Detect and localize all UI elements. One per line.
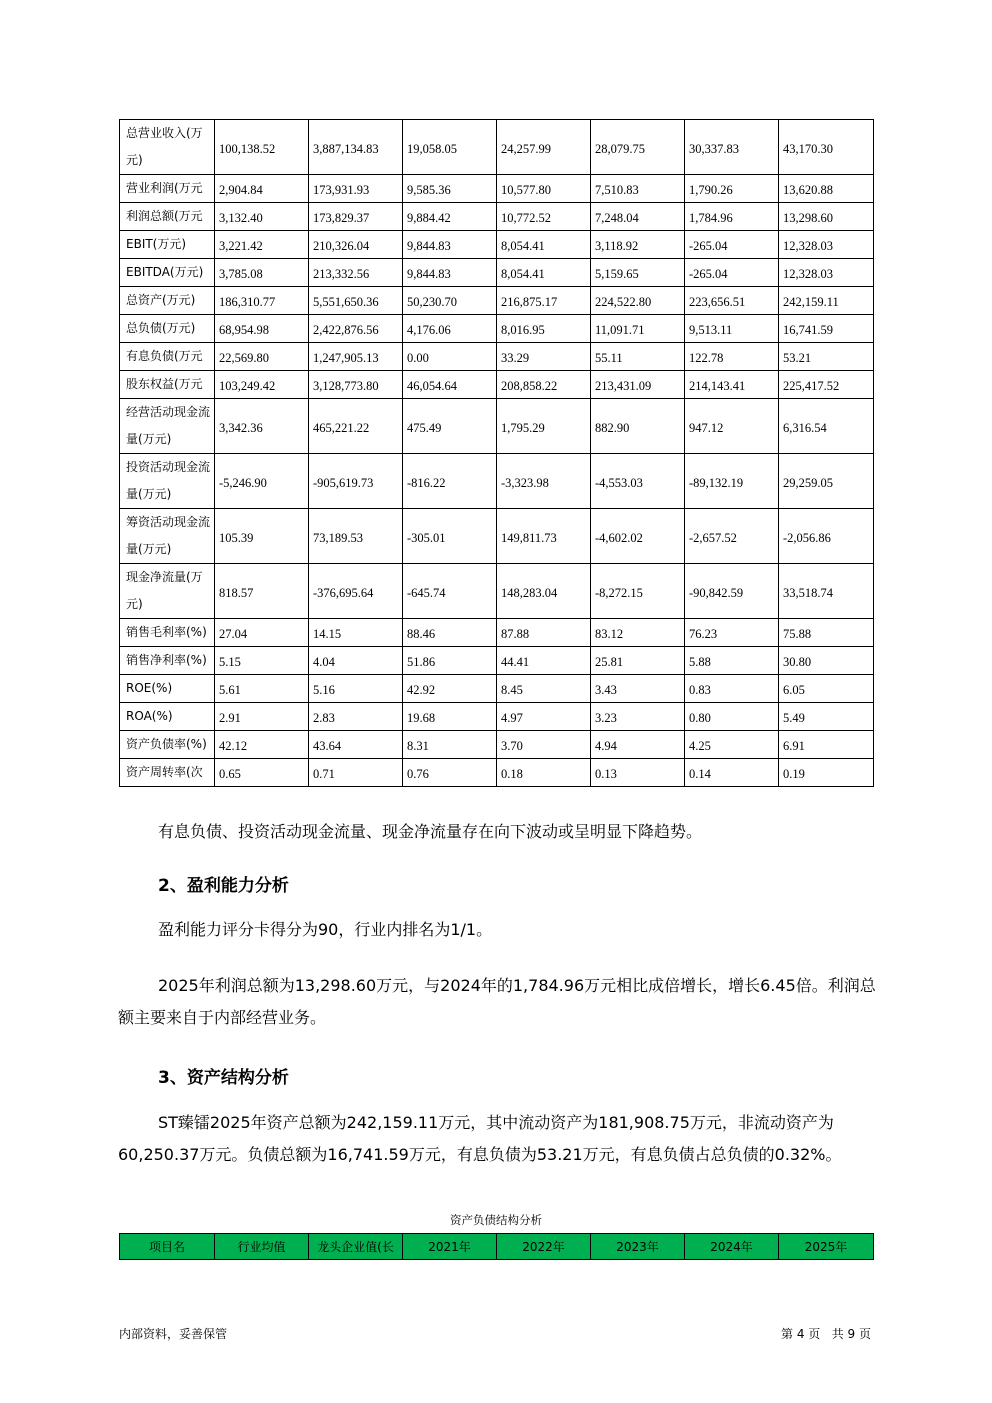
table-row bbox=[120, 731, 874, 759]
table-cell: 224,522.80 bbox=[591, 287, 685, 315]
table-cell: 42.12 bbox=[215, 731, 309, 759]
table-caption: 资产负债结构分析 bbox=[450, 1213, 542, 1227]
table-cell: 11,091.71 bbox=[591, 315, 685, 343]
table-cell: 3,342.36 bbox=[215, 399, 309, 454]
table-cell: 1,247,905.13 bbox=[309, 343, 403, 371]
table-cell: 186,310.77 bbox=[215, 287, 309, 315]
table-cell: 0.00 bbox=[403, 343, 497, 371]
table-cell: 13,298.60 bbox=[779, 203, 874, 231]
table-row bbox=[120, 454, 874, 509]
table-row bbox=[120, 371, 874, 399]
row-label: EBIT(万元) bbox=[120, 231, 215, 259]
table-cell: 28,079.75 bbox=[591, 120, 685, 175]
table-cell: -305.01 bbox=[403, 509, 497, 564]
table-cell: -4,553.03 bbox=[591, 454, 685, 509]
table-cell: -90,842.59 bbox=[685, 564, 779, 619]
table-cell: -89,132.19 bbox=[685, 454, 779, 509]
table-cell: 8.45 bbox=[497, 675, 591, 703]
row-label: ROE(%) bbox=[120, 675, 215, 703]
financial-indicators-table bbox=[119, 119, 874, 787]
row-label: 投资活动现金流量(万元) bbox=[120, 454, 215, 509]
table-cell: 42.92 bbox=[403, 675, 497, 703]
table-cell: 6.05 bbox=[779, 675, 874, 703]
table-row bbox=[120, 647, 874, 675]
row-label: 资产周转率(次 bbox=[120, 759, 215, 787]
table-cell: 2.91 bbox=[215, 703, 309, 731]
table-cell: 7,248.04 bbox=[591, 203, 685, 231]
row-label: 营业利润(万元 bbox=[120, 175, 215, 203]
table-row bbox=[120, 120, 874, 175]
table-cell: 9,884.42 bbox=[403, 203, 497, 231]
table-cell: 173,829.37 bbox=[309, 203, 403, 231]
table-cell: 208,858.22 bbox=[497, 371, 591, 399]
table-cell: 1,795.29 bbox=[497, 399, 591, 454]
row-label: 总负债(万元) bbox=[120, 315, 215, 343]
table-cell: 213,431.09 bbox=[591, 371, 685, 399]
table-cell: 1,790.26 bbox=[685, 175, 779, 203]
table-cell: 1,784.96 bbox=[685, 203, 779, 231]
table-row bbox=[120, 287, 874, 315]
table-cell: 53.21 bbox=[779, 343, 874, 371]
table-row bbox=[120, 399, 874, 454]
table-cell: 19.68 bbox=[403, 703, 497, 731]
table-cell: 43.64 bbox=[309, 731, 403, 759]
header-cell: 龙头企业值(长 bbox=[309, 1234, 403, 1260]
table-cell: 947.12 bbox=[685, 399, 779, 454]
table-cell: 0.65 bbox=[215, 759, 309, 787]
table-cell: 818.57 bbox=[215, 564, 309, 619]
table-cell: -265.04 bbox=[685, 231, 779, 259]
table-cell: 3,887,134.83 bbox=[309, 120, 403, 175]
table-cell: 882.90 bbox=[591, 399, 685, 454]
table-cell: 210,326.04 bbox=[309, 231, 403, 259]
table-cell: 7,510.83 bbox=[591, 175, 685, 203]
table-cell: -5,246.90 bbox=[215, 454, 309, 509]
table-row bbox=[120, 175, 874, 203]
table-cell: 475.49 bbox=[403, 399, 497, 454]
table-cell: 4.94 bbox=[591, 731, 685, 759]
profit-paragraph: 2025年利润总额为13,298.60万元，与2024年的1,784.96万元相比成倍增长，增长6.45倍。利润总额主要来自于内部经营业务。 bbox=[118, 976, 876, 1027]
table-cell: 4.97 bbox=[497, 703, 591, 731]
table-cell: 3,128,773.80 bbox=[309, 371, 403, 399]
table-cell: 9,844.83 bbox=[403, 259, 497, 287]
table-cell: 2.83 bbox=[309, 703, 403, 731]
table-cell: 9,844.83 bbox=[403, 231, 497, 259]
table-cell: 6.91 bbox=[779, 731, 874, 759]
table-cell: 75.88 bbox=[779, 619, 874, 647]
table-cell: 3,118.92 bbox=[591, 231, 685, 259]
table-cell: 55.11 bbox=[591, 343, 685, 371]
row-label: 股东权益(万元 bbox=[120, 371, 215, 399]
table-cell: -3,323.98 bbox=[497, 454, 591, 509]
table-cell: 44.41 bbox=[497, 647, 591, 675]
table-cell: 5.16 bbox=[309, 675, 403, 703]
table-cell: 3,785.08 bbox=[215, 259, 309, 287]
table-cell: 14.15 bbox=[309, 619, 403, 647]
table-cell: 19,058.05 bbox=[403, 120, 497, 175]
table-cell: 0.13 bbox=[591, 759, 685, 787]
table-row bbox=[120, 509, 874, 564]
row-label: 有息负债(万元 bbox=[120, 343, 215, 371]
table-cell: 225,417.52 bbox=[779, 371, 874, 399]
table-cell: 6,316.54 bbox=[779, 399, 874, 454]
table-cell: 16,741.59 bbox=[779, 315, 874, 343]
header-cell: 2023年 bbox=[591, 1234, 685, 1260]
table-cell: 46,054.64 bbox=[403, 371, 497, 399]
footer-page-number: 第 4 页 共 9 页 bbox=[781, 1327, 871, 1341]
table-cell: 4.04 bbox=[309, 647, 403, 675]
row-label: 现金净流量(万元) bbox=[120, 564, 215, 619]
table-cell: -645.74 bbox=[403, 564, 497, 619]
table-row bbox=[120, 759, 874, 787]
table-cell: 76.23 bbox=[685, 619, 779, 647]
table-cell: 100,138.52 bbox=[215, 120, 309, 175]
table-cell: 3,221.42 bbox=[215, 231, 309, 259]
table-cell: 25.81 bbox=[591, 647, 685, 675]
table-cell: 3.23 bbox=[591, 703, 685, 731]
table-cell: 30.80 bbox=[779, 647, 874, 675]
table-cell: 27.04 bbox=[215, 619, 309, 647]
table-cell: 9,513.11 bbox=[685, 315, 779, 343]
table-cell: 465,221.22 bbox=[309, 399, 403, 454]
table-cell: 242,159.11 bbox=[779, 287, 874, 315]
table-cell: 87.88 bbox=[497, 619, 591, 647]
table-cell: 2,904.84 bbox=[215, 175, 309, 203]
table-cell: 0.19 bbox=[779, 759, 874, 787]
table-row bbox=[120, 343, 874, 371]
table-cell: -265.04 bbox=[685, 259, 779, 287]
header-cell: 2025年 bbox=[779, 1234, 874, 1260]
section-heading-asset-structure: 3、资产结构分析 bbox=[158, 1068, 289, 1088]
table-cell: 73,189.53 bbox=[309, 509, 403, 564]
table-cell: 10,577.80 bbox=[497, 175, 591, 203]
table-cell: 103,249.42 bbox=[215, 371, 309, 399]
table-cell: 173,931.93 bbox=[309, 175, 403, 203]
section-heading-profitability: 2、盈利能力分析 bbox=[158, 876, 289, 896]
table-cell: -376,695.64 bbox=[309, 564, 403, 619]
table-cell: 30,337.83 bbox=[685, 120, 779, 175]
table-cell: 33,518.74 bbox=[779, 564, 874, 619]
table-cell: 29,259.05 bbox=[779, 454, 874, 509]
table-cell: -8,272.15 bbox=[591, 564, 685, 619]
table-cell: 8,016.95 bbox=[497, 315, 591, 343]
table-cell: 8,054.41 bbox=[497, 259, 591, 287]
table-cell: -2,657.52 bbox=[685, 509, 779, 564]
table-cell: 0.14 bbox=[685, 759, 779, 787]
table-cell: 0.18 bbox=[497, 759, 591, 787]
table-cell: 24,257.99 bbox=[497, 120, 591, 175]
table-cell: 105.39 bbox=[215, 509, 309, 564]
header-cell: 2021年 bbox=[403, 1234, 497, 1260]
table-row bbox=[120, 203, 874, 231]
row-label: 筹资活动现金流量(万元) bbox=[120, 509, 215, 564]
row-label: 利润总额(万元 bbox=[120, 203, 215, 231]
table-cell: 213,332.56 bbox=[309, 259, 403, 287]
table-cell: 22,569.80 bbox=[215, 343, 309, 371]
table-cell: 0.71 bbox=[309, 759, 403, 787]
table-row bbox=[120, 315, 874, 343]
row-label: ROA(%) bbox=[120, 703, 215, 731]
table-cell: 9,585.36 bbox=[403, 175, 497, 203]
table-row bbox=[120, 675, 874, 703]
table-cell: 216,875.17 bbox=[497, 287, 591, 315]
table-row bbox=[120, 231, 874, 259]
row-label: 总资产(万元) bbox=[120, 287, 215, 315]
table-cell: 88.46 bbox=[403, 619, 497, 647]
table-row bbox=[120, 564, 874, 619]
table-cell: 10,772.52 bbox=[497, 203, 591, 231]
table-cell: 149,811.73 bbox=[497, 509, 591, 564]
row-label: 销售毛利率(%) bbox=[120, 619, 215, 647]
table-cell: 5,551,650.36 bbox=[309, 287, 403, 315]
header-cell: 项目名 bbox=[120, 1234, 215, 1260]
table-cell: 5.61 bbox=[215, 675, 309, 703]
table-cell: 8.31 bbox=[403, 731, 497, 759]
row-label: 经营活动现金流量(万元) bbox=[120, 399, 215, 454]
table-cell: -4,602.02 bbox=[591, 509, 685, 564]
table-row bbox=[120, 259, 874, 287]
table-cell: 2,422,876.56 bbox=[309, 315, 403, 343]
table-cell: 12,328.03 bbox=[779, 259, 874, 287]
header-cell: 行业均值 bbox=[215, 1234, 309, 1260]
table-cell: 50,230.70 bbox=[403, 287, 497, 315]
table-cell: 3.43 bbox=[591, 675, 685, 703]
table-cell: 122.78 bbox=[685, 343, 779, 371]
table-cell: 8,054.41 bbox=[497, 231, 591, 259]
table-cell: 0.76 bbox=[403, 759, 497, 787]
table-cell: 43,170.30 bbox=[779, 120, 874, 175]
table-cell: 83.12 bbox=[591, 619, 685, 647]
row-label: 销售净利率(%) bbox=[120, 647, 215, 675]
row-label: EBITDA(万元) bbox=[120, 259, 215, 287]
table-cell: 3.70 bbox=[497, 731, 591, 759]
row-label: 资产负债率(%) bbox=[120, 731, 215, 759]
table-cell: -816.22 bbox=[403, 454, 497, 509]
trend-paragraph: 有息负债、投资活动现金流量、现金净流量存在向下波动或呈明显下降趋势。 bbox=[158, 822, 703, 841]
asset-liability-structure-table bbox=[119, 1233, 874, 1260]
table-cell: 12,328.03 bbox=[779, 231, 874, 259]
table-cell: -905,619.73 bbox=[309, 454, 403, 509]
table-cell: 5.15 bbox=[215, 647, 309, 675]
table-cell: 148,283.04 bbox=[497, 564, 591, 619]
profitability-score-paragraph: 盈利能力评分卡得分为90，行业内排名为1/1。 bbox=[158, 920, 493, 939]
table-cell: 223,656.51 bbox=[685, 287, 779, 315]
table-cell: 3,132.40 bbox=[215, 203, 309, 231]
table-cell: 5.88 bbox=[685, 647, 779, 675]
table-cell: -2,056.86 bbox=[779, 509, 874, 564]
header-cell: 2022年 bbox=[497, 1234, 591, 1260]
table-cell: 68,954.98 bbox=[215, 315, 309, 343]
table-cell: 5,159.65 bbox=[591, 259, 685, 287]
table-cell: 33.29 bbox=[497, 343, 591, 371]
structure-table-header-row bbox=[120, 1234, 874, 1260]
table-cell: 214,143.41 bbox=[685, 371, 779, 399]
footer-confidential: 内部资料，妥善保管 bbox=[119, 1327, 228, 1341]
table-row bbox=[120, 619, 874, 647]
table-cell: 51.86 bbox=[403, 647, 497, 675]
header-cell: 2024年 bbox=[685, 1234, 779, 1260]
table-cell: 5.49 bbox=[779, 703, 874, 731]
table-cell: 4,176.06 bbox=[403, 315, 497, 343]
row-label: 总营业收入(万元) bbox=[120, 120, 215, 175]
table-cell: 0.80 bbox=[685, 703, 779, 731]
table-cell: 13,620.88 bbox=[779, 175, 874, 203]
asset-structure-paragraph: ST臻镭2025年资产总额为242,159.11万元，其中流动资产为181,908.75万元，非流动资产为60,250.37万元。负债总额为16,741.59万元，有息负债为53.21万元，有息负债占总负债的0.32%。 bbox=[118, 1113, 842, 1164]
table-cell: 0.83 bbox=[685, 675, 779, 703]
table-cell: 4.25 bbox=[685, 731, 779, 759]
table-row bbox=[120, 703, 874, 731]
